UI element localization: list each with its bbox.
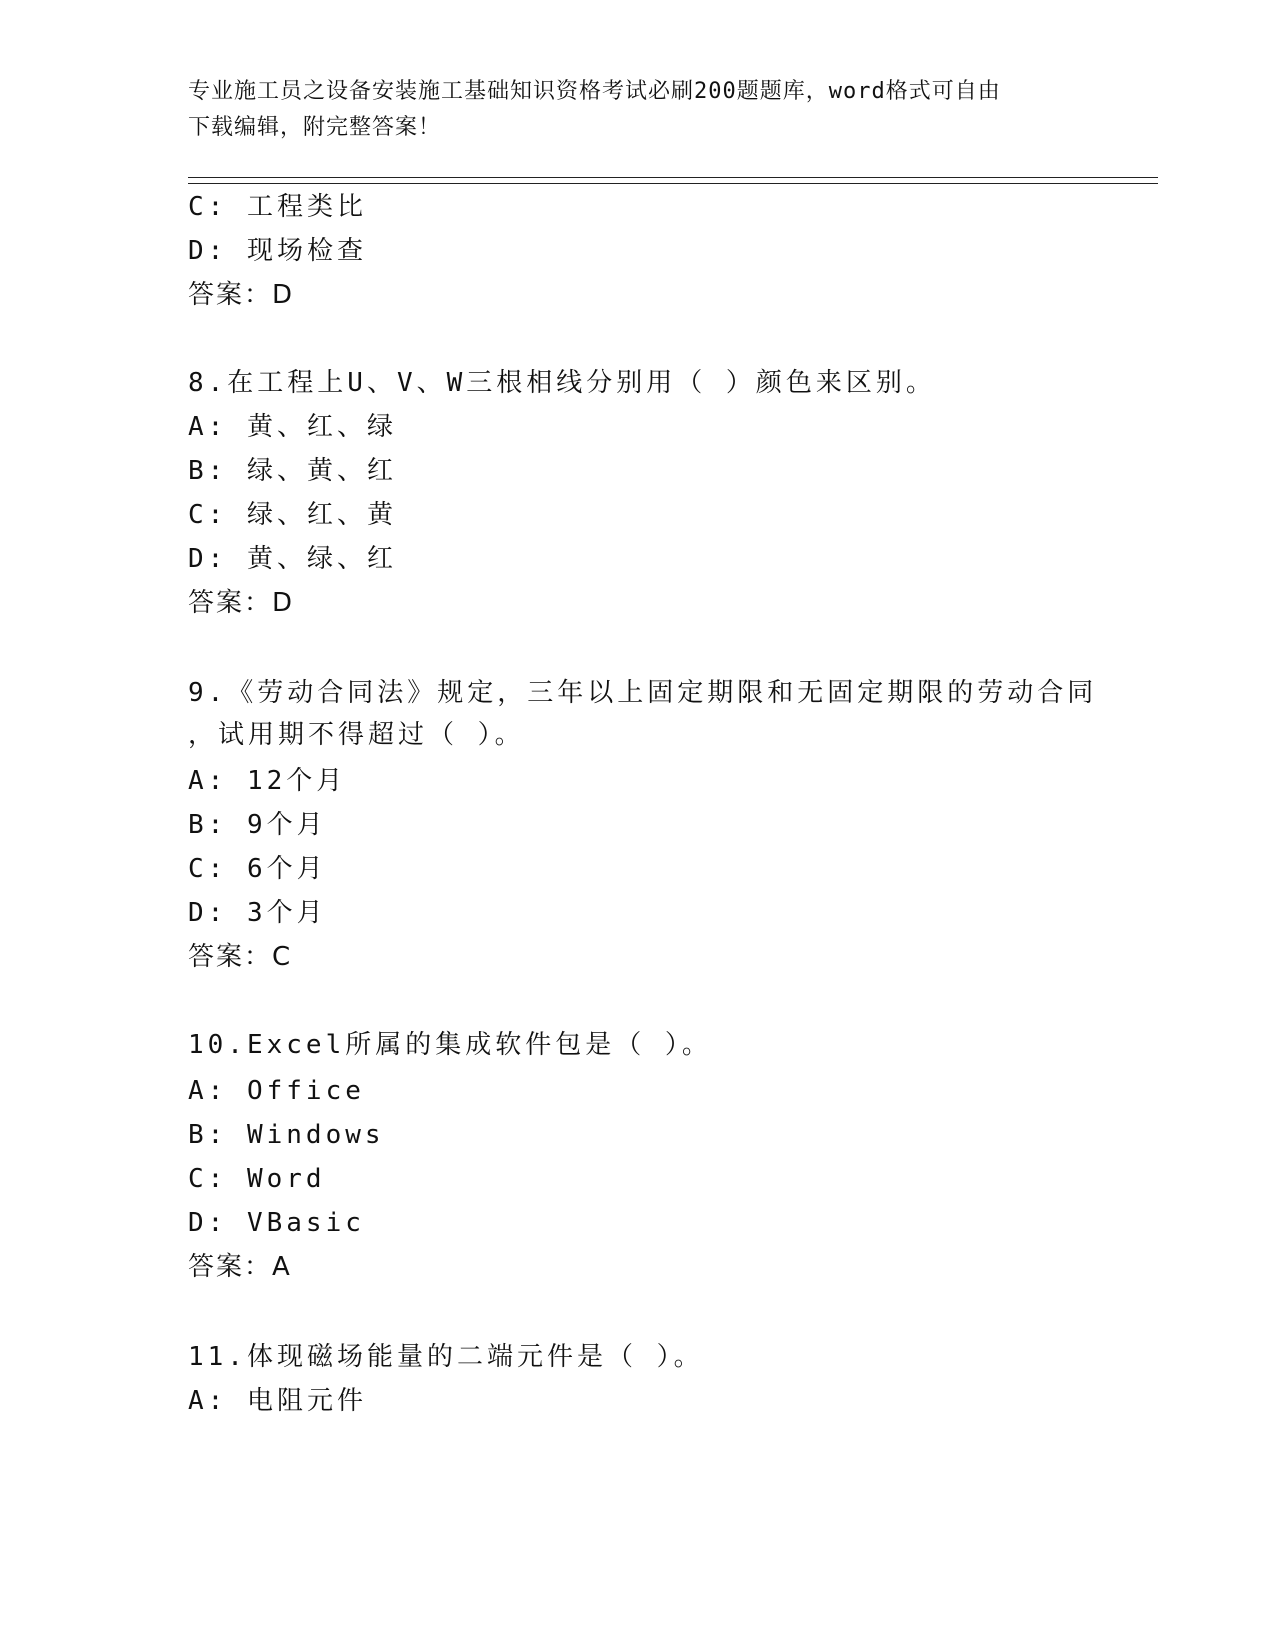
q8-option-b: B: 绿、黄、红 <box>188 456 397 486</box>
q11-question: 11.体现磁场能量的二端元件是（ ）。 <box>188 1342 704 1372</box>
q9-option-d: D: 3个月 <box>188 898 327 928</box>
q8-option-a: A: 黄、红、绿 <box>188 412 397 442</box>
q7-answer: 答案：D <box>188 280 295 310</box>
q8-option-d: D: 黄、绿、红 <box>188 544 397 574</box>
q10-option-d: D: VBasic <box>188 1208 365 1238</box>
q8-answer: 答案：D <box>188 588 295 618</box>
document-header <box>188 74 1088 146</box>
q7-option-d: D: 现场检查 <box>188 236 367 266</box>
q11-option-a: A: 电阻元件 <box>188 1386 367 1416</box>
header-title-line1: 专业施工员之设备安装施工基础知识资格考试必刷200题题库，word格式可自由 <box>188 79 1001 104</box>
q9-option-c: C: 6个月 <box>188 854 327 884</box>
header-divider-top <box>188 177 1158 178</box>
q9-option-b: B: 9个月 <box>188 810 327 840</box>
q10-option-a: A: Office <box>188 1076 365 1106</box>
q10-answer: 答案：A <box>188 1252 292 1282</box>
q8-option-c: C: 绿、红、黄 <box>188 500 397 530</box>
q9-option-a: A: 12个月 <box>188 766 347 796</box>
q9-question-line2: ，试用期不得超过（ ）。 <box>188 720 525 750</box>
header-divider-bottom <box>188 183 1158 184</box>
q10-question: 10.Excel所属的集成软件包是（ ）。 <box>188 1030 712 1060</box>
q8-question: 8.在工程上U、V、W三根相线分别用（ ）颜色来区别。 <box>188 368 936 398</box>
q9-question-line1: 9.《劳动合同法》规定，三年以上固定期限和无固定期限的劳动合同 <box>188 678 1098 708</box>
header-title-line2: 下载编辑，附完整答案！ <box>188 115 442 140</box>
q9-answer: 答案：C <box>188 942 293 972</box>
q10-option-c: C: Word <box>188 1164 326 1194</box>
q10-option-b: B: Windows <box>188 1120 385 1150</box>
q7-option-c: C: 工程类比 <box>188 192 367 222</box>
